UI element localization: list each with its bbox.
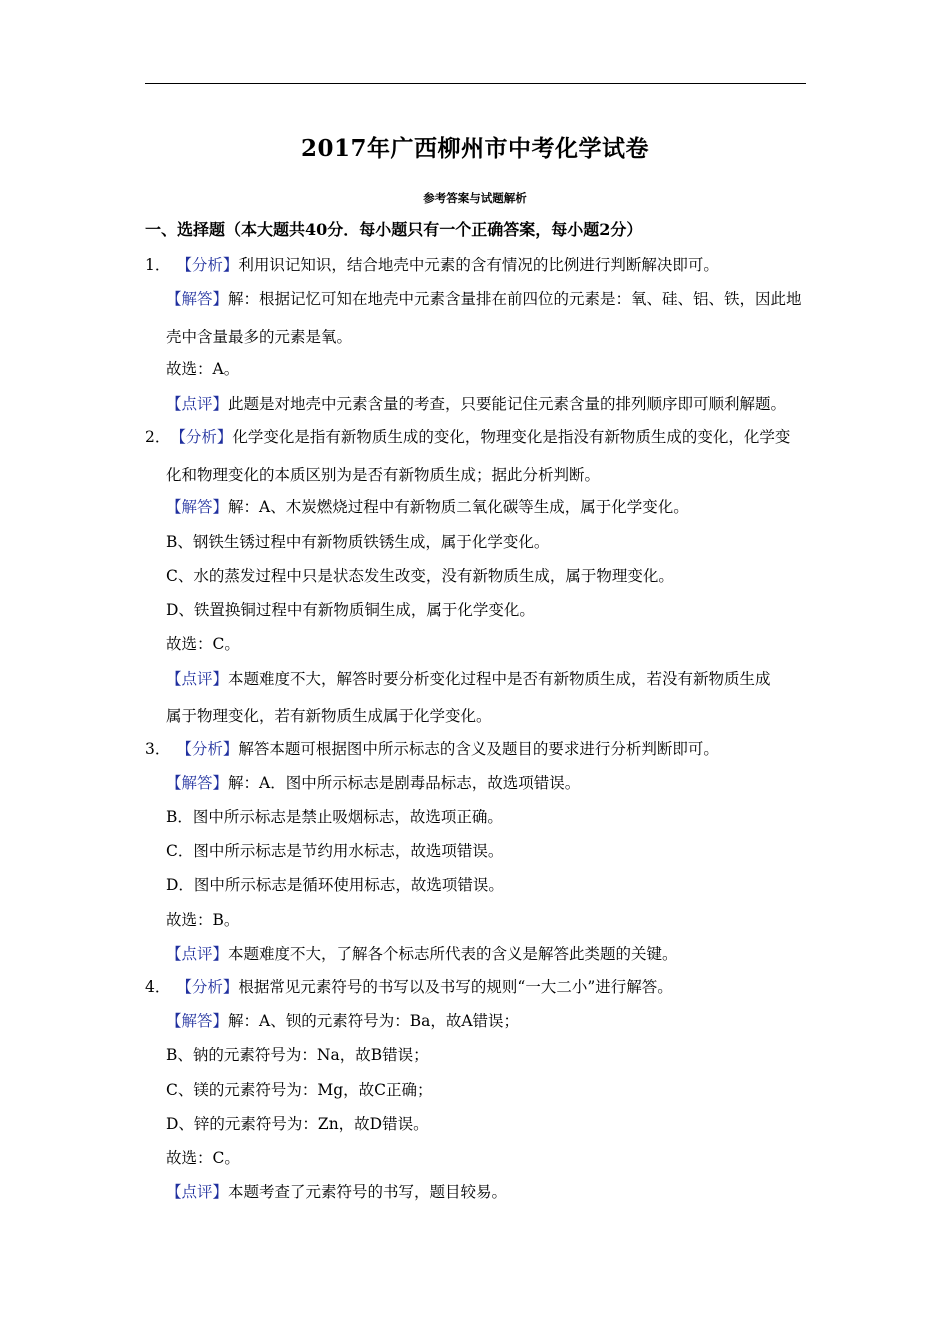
text-line (166, 287, 802, 311)
line-text: 本题难度不大，了解各个标志所代表的含义是解答此类题的关键。 (228, 945, 678, 963)
line-text: 化学变化是指有新物质生成的变化，物理变化是指没有新物质生成的变化，化学变 (232, 428, 791, 446)
section-tag: 【解答】 (166, 774, 229, 792)
text-line (166, 1078, 433, 1102)
text-line (166, 771, 580, 795)
line-text: 故选：B。 (166, 911, 240, 929)
line-text: 故选：A。 (166, 360, 240, 378)
text-line (166, 704, 492, 728)
section-tag: 【点评】 (166, 1183, 229, 1201)
line-text: C、水的蒸发过程中只是状态发生改变，没有新物质生成，属于物理变化。 (166, 567, 674, 585)
text-line (166, 839, 503, 863)
text-line (166, 1146, 240, 1170)
page-subtitle: 参考答案与试题解析 (423, 191, 527, 205)
text-line (166, 908, 239, 932)
line-text: 本题难度不大，解答时要分析变化过程中是否有新物质生成，若没有新物质生成 (228, 670, 771, 688)
line-text: 此题是对地壳中元素含量的考查，只要能记住元素含量的排列顺序即可顺利解题。 (228, 395, 787, 413)
line-text: C．图中所示标志是节约用水标志，故选项错误。 (166, 842, 504, 860)
line-text: D．图中所示标志是循环使用标志，故选项错误。 (166, 876, 504, 894)
line-text: 根据常见元素符号的书写以及书写的规则“一大二小”进行解答。 (238, 978, 673, 996)
text-line (145, 975, 673, 999)
text-line (166, 530, 549, 554)
section-tag: 【解答】 (166, 498, 229, 516)
question-number: 4． (145, 978, 171, 996)
line-text: 化和物理变化的本质区别为是否有新物质生成；据此分析判断。 (166, 466, 601, 484)
section-tag: 【分析】 (176, 256, 239, 274)
text-line (166, 1043, 429, 1067)
section-tag: 【点评】 (166, 945, 229, 963)
text-line (166, 1112, 429, 1136)
line-text: 壳中含量最多的元素是氧。 (166, 328, 353, 346)
text-line (166, 632, 240, 656)
text-line (166, 325, 352, 349)
section-tag: 【分析】 (170, 428, 233, 446)
text-line (166, 357, 239, 381)
section-tag: 【分析】 (176, 978, 239, 996)
question-number: 3． (145, 740, 171, 758)
line-text: B．图中所示标志是禁止吸烟标志，故选项正确。 (166, 808, 503, 826)
section-header: 一、选择题（本大题共40分．每小题只有一个正确答案，每小题2分） (145, 220, 643, 239)
line-text: 解：根据记忆可知在地壳中元素含量排在前四位的元素是：氧、硅、铝、铁，因此地 (228, 290, 802, 308)
line-text: 属于物理变化，若有新物质生成属于化学变化。 (166, 707, 492, 725)
header-rule (145, 83, 806, 84)
text-line (166, 873, 504, 897)
text-line (145, 425, 790, 449)
text-line (166, 1180, 507, 1204)
section-tag: 【分析】 (176, 740, 239, 758)
text-line (145, 253, 719, 277)
line-text: 利用识记知识，结合地壳中元素的含有情况的比例进行判断解决即可。 (238, 256, 719, 274)
line-text: 解：A．图中所示标志是剧毒品标志，故选项错误。 (228, 774, 581, 792)
line-text: 本题考查了元素符号的书写，题目较易。 (228, 1183, 508, 1201)
text-line (166, 667, 771, 691)
question-number: 2． (145, 428, 171, 446)
text-line (145, 737, 719, 761)
text-line (166, 463, 600, 487)
section-tag: 【解答】 (166, 1012, 229, 1030)
text-line (166, 392, 786, 416)
text-line (166, 942, 678, 966)
text-line (166, 564, 674, 588)
text-line (166, 805, 503, 829)
line-text: B、钢铁生锈过程中有新物质铁锈生成，属于化学变化。 (166, 533, 550, 551)
text-line (166, 495, 689, 519)
question-number: 1． (145, 256, 171, 274)
line-text: C、镁的元素符号为：Mg，故C正确； (166, 1081, 433, 1099)
text-line (166, 598, 535, 622)
line-text: 故选：C。 (166, 635, 240, 653)
text-line (166, 1009, 519, 1033)
section-tag: 【点评】 (166, 395, 229, 413)
line-text: 故选：C。 (166, 1149, 240, 1167)
section-tag: 【点评】 (166, 670, 229, 688)
section-tag: 【解答】 (166, 290, 229, 308)
page-title: 2017年广西柳州市中考化学试卷 (300, 135, 649, 162)
line-text: D、铁置换铜过程中有新物质铜生成，属于化学变化。 (166, 601, 535, 619)
line-text: 解：A、钡的元素符号为：Ba，故A错误； (228, 1012, 520, 1030)
line-text: B、钠的元素符号为：Na，故B错误； (166, 1046, 429, 1064)
line-text: 解：A、木炭燃烧过程中有新物质二氧化碳等生成，属于化学变化。 (228, 498, 689, 516)
line-text: 解答本题可根据图中所示标志的含义及题目的要求进行分析判断即可。 (238, 740, 719, 758)
line-text: D、锌的元素符号为：Zn，故D错误。 (166, 1115, 429, 1133)
